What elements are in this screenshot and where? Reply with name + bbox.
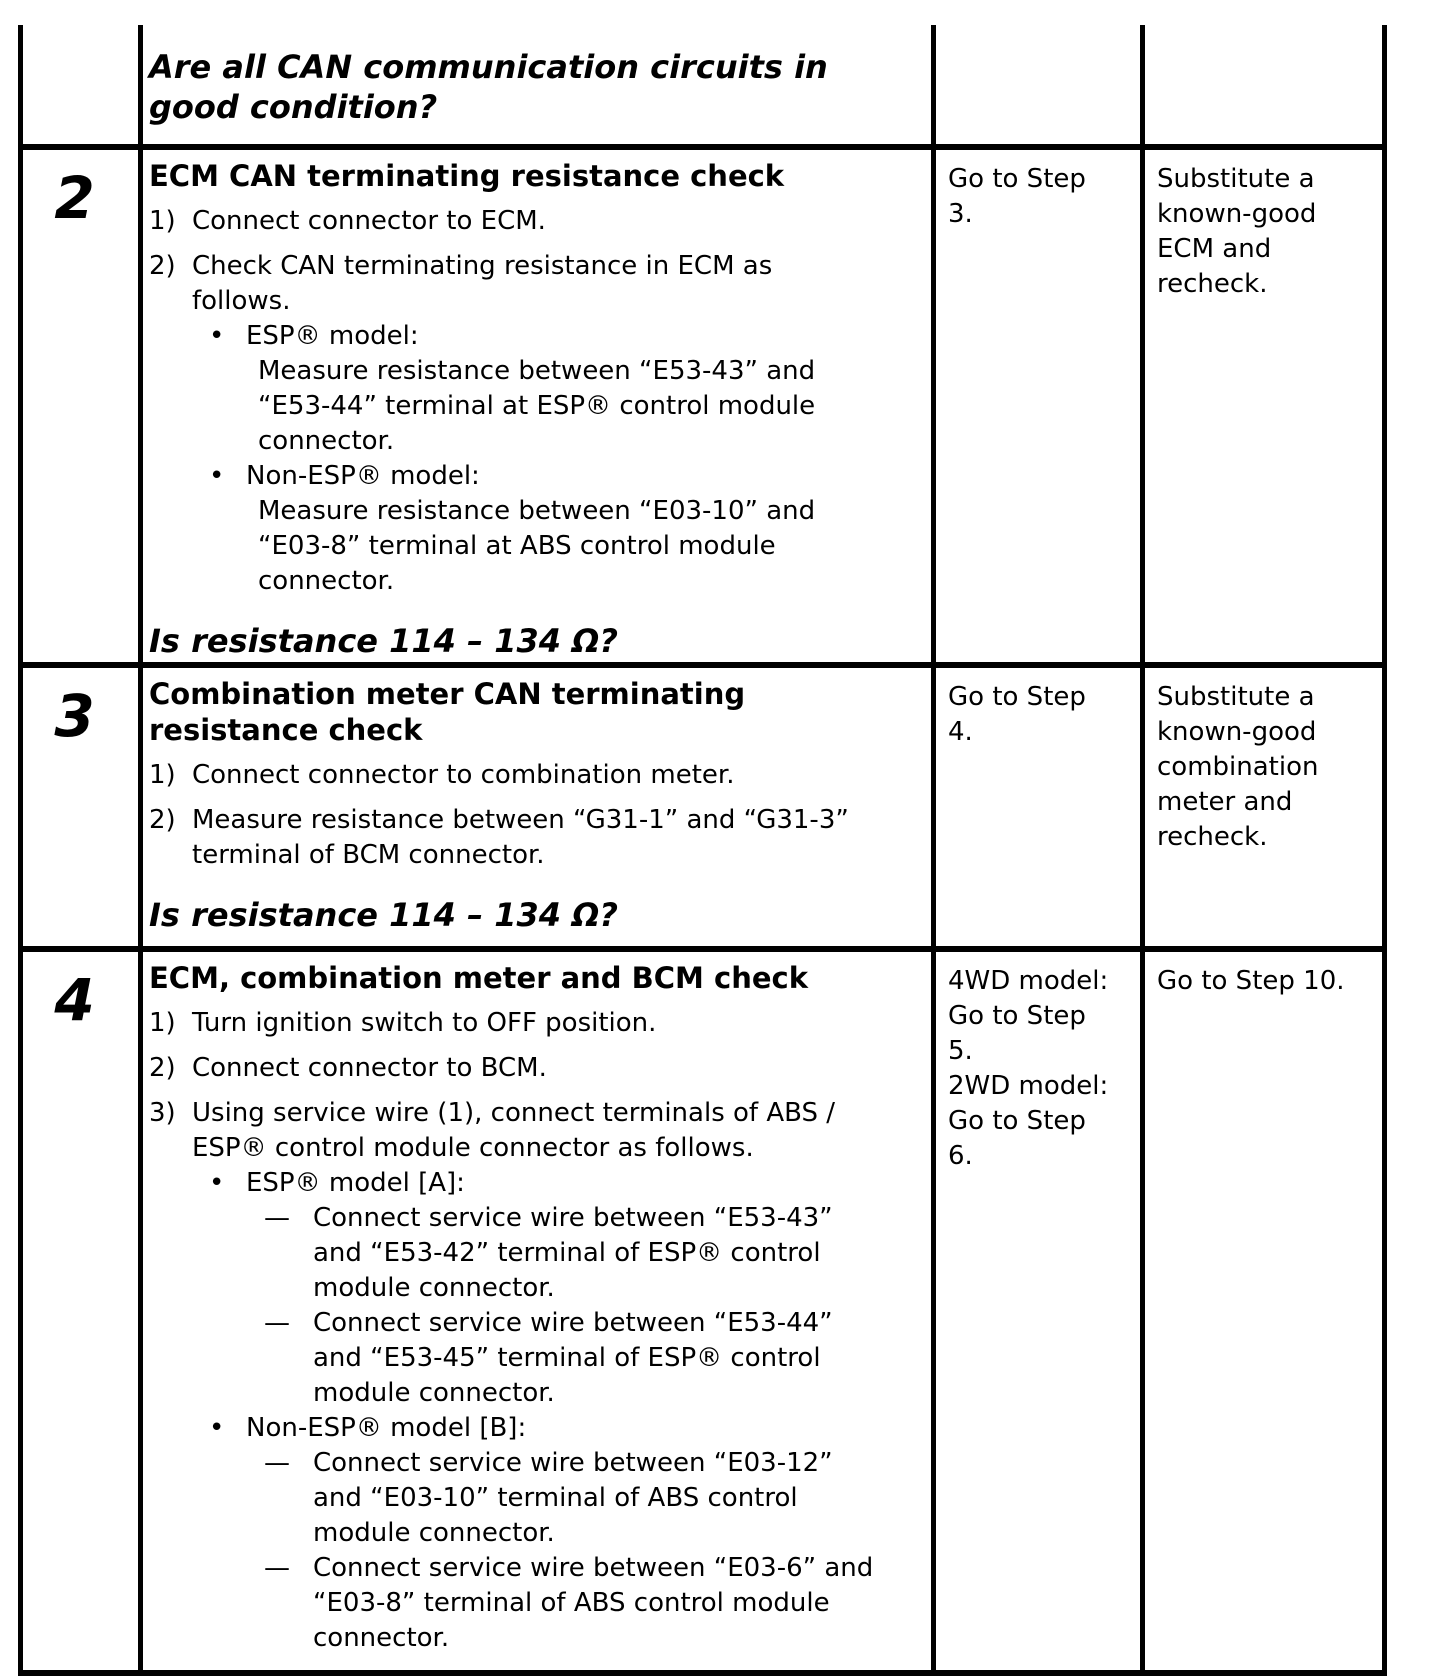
- no-line: recheck.: [1157, 822, 1268, 852]
- action-line: “E03-8” terminal of ABS control module: [313, 1588, 830, 1618]
- list-marker: 3): [149, 1098, 176, 1128]
- action-line: Connect service wire between “E03-6” and: [313, 1553, 874, 1583]
- yes-line: Go to Step: [948, 1106, 1086, 1136]
- action-line: follows.: [192, 286, 291, 316]
- bullet-marker: •: [209, 461, 225, 491]
- action-cell: [143, 952, 936, 1670]
- no-cell: [1145, 952, 1387, 1670]
- yes-cell: [936, 952, 1145, 1670]
- bullet-label: ESP® model:: [246, 321, 419, 351]
- action-line: Measure resistance between “G31-1” and “G31-3”: [192, 805, 849, 835]
- list-marker: 2): [149, 805, 176, 835]
- action-line: and “E53-45” terminal of ESP® control: [313, 1343, 821, 1373]
- yes-line: 4WD model:: [948, 966, 1109, 996]
- action-title-line: ECM, combination meter and BCM check: [149, 961, 808, 995]
- decision-question: [149, 47, 931, 127]
- dash-text: [313, 1551, 873, 1656]
- dash-marker: —: [264, 1448, 290, 1478]
- no-line: known-good: [1157, 199, 1317, 229]
- bullet-label: Non-ESP® model:: [246, 461, 480, 491]
- dash-item: [264, 1306, 833, 1411]
- question-line: good condition?: [149, 88, 438, 126]
- dash-marker: —: [264, 1203, 290, 1233]
- table-row: [18, 25, 1387, 150]
- table-row: [18, 150, 1387, 668]
- list-marker: 1): [149, 206, 176, 236]
- dash-item: [264, 1201, 833, 1306]
- action-step: [149, 1096, 931, 1166]
- action-line: connector.: [313, 1623, 450, 1653]
- action-step-text: [192, 758, 734, 793]
- action-line: and “E03-10” terminal of ABS control: [313, 1483, 798, 1513]
- action-title-line: ECM CAN terminating resistance check: [149, 159, 785, 193]
- table-row: [18, 952, 1387, 1676]
- yes-line: Go to Step: [948, 1001, 1086, 1031]
- yes-line: 5.: [948, 1036, 973, 1066]
- action-line: Using service wire (1), connect terminals of ABS /: [192, 1098, 836, 1128]
- action-line: connector.: [258, 566, 395, 596]
- bullet-text: [246, 1411, 873, 1656]
- action-step-text: [192, 249, 772, 319]
- bullet-item: [149, 1411, 931, 1656]
- action-line: Connect service wire between “E53-44”: [313, 1308, 833, 1338]
- action-line: Connect connector to ECM.: [192, 206, 546, 236]
- no-line: recheck.: [1157, 269, 1268, 299]
- question-line: Is resistance 114 – 134 Ω?: [149, 622, 618, 660]
- no-line: ECM and: [1157, 234, 1272, 264]
- action-step: [149, 1051, 931, 1086]
- no-line: Substitute a: [1157, 164, 1315, 194]
- step-cell: [18, 25, 143, 144]
- step-cell: [18, 952, 143, 1670]
- step-number: 4: [54, 966, 95, 1034]
- action-step-text: [192, 803, 849, 873]
- action-line: Measure resistance between “E53-43” and: [258, 356, 816, 386]
- dash-text: [313, 1201, 833, 1306]
- no-line: Substitute a: [1157, 682, 1315, 712]
- action-line: module connector.: [313, 1518, 555, 1548]
- action-line: Connect service wire between “E03-12”: [313, 1448, 833, 1478]
- step-cell: [18, 668, 143, 946]
- action-line: Connect connector to BCM.: [192, 1053, 547, 1083]
- action-step-text: [192, 204, 546, 239]
- step-number: 2: [54, 164, 95, 232]
- action-line: and “E53-42” terminal of ESP® control: [313, 1238, 821, 1268]
- action-step-text: [192, 1096, 835, 1166]
- dash-item: [264, 1446, 873, 1551]
- list-marker: 2): [149, 251, 176, 281]
- question-line: Is resistance 114 – 134 Ω?: [149, 896, 618, 934]
- step-cell: [18, 150, 143, 662]
- yes-line: 2WD model:: [948, 1071, 1109, 1101]
- no-cell: [1145, 150, 1387, 662]
- action-line: ESP® control module connector as follows.: [192, 1133, 754, 1163]
- bullet-label: Non-ESP® model [B]:: [246, 1413, 527, 1443]
- bullet-label: ESP® model [A]:: [246, 1168, 465, 1198]
- yes-line: 4.: [948, 717, 973, 747]
- dash-marker: —: [264, 1553, 290, 1583]
- table-row: [18, 668, 1387, 952]
- action-line: “E03-8” terminal at ABS control module: [258, 531, 776, 561]
- list-marker: 2): [149, 1053, 176, 1083]
- no-line: combination: [1157, 752, 1319, 782]
- step-number: 3: [54, 682, 95, 750]
- action-line: “E53-44” terminal at ESP® control module: [258, 391, 816, 421]
- action-line: terminal of BCM connector.: [192, 840, 545, 870]
- dash-item: [264, 1551, 873, 1656]
- yes-cell: [936, 150, 1145, 662]
- list-marker: 1): [149, 1008, 176, 1038]
- action-cell: [143, 25, 936, 144]
- action-title: [149, 158, 931, 194]
- action-line: Turn ignition switch to OFF position.: [192, 1008, 657, 1038]
- decision-question: [149, 895, 931, 935]
- action-step: [149, 249, 931, 319]
- yes-cell: [936, 668, 1145, 946]
- dash-text: [313, 1306, 833, 1411]
- no-cell: [1145, 668, 1387, 946]
- no-line: meter and: [1157, 787, 1293, 817]
- action-line: connector.: [258, 426, 395, 456]
- yes-cell: [936, 25, 1145, 144]
- decision-question: [149, 621, 931, 661]
- diagnostic-table: [18, 25, 1387, 1676]
- action-step-text: [192, 1006, 656, 1041]
- no-cell: [1145, 25, 1387, 144]
- bullet-text: [246, 1166, 833, 1411]
- action-line: module connector.: [313, 1273, 555, 1303]
- action-step-text: [192, 1051, 547, 1086]
- action-line: Check CAN terminating resistance in ECM as: [192, 251, 773, 281]
- bullet-text: [246, 319, 815, 459]
- action-title-line: resistance check: [149, 713, 423, 747]
- action-line: Connect connector to combination meter.: [192, 760, 735, 790]
- dash-text: [313, 1446, 833, 1551]
- action-step: [149, 758, 931, 793]
- action-line: Measure resistance between “E03-10” and: [258, 496, 816, 526]
- list-marker: 1): [149, 760, 176, 790]
- action-step: [149, 204, 931, 239]
- no-line: Go to Step 10.: [1157, 966, 1345, 996]
- yes-line: 6.: [948, 1141, 973, 1171]
- action-title: [149, 676, 931, 748]
- bullet-marker: •: [209, 1168, 225, 1198]
- bullet-marker: •: [209, 321, 225, 351]
- question-line: Are all CAN communication circuits in: [149, 48, 828, 86]
- action-cell: [143, 150, 936, 662]
- bullet-item: [149, 1166, 931, 1411]
- no-line: known-good: [1157, 717, 1317, 747]
- bullet-item: [149, 319, 931, 459]
- dash-marker: —: [264, 1308, 290, 1338]
- bullet-marker: •: [209, 1413, 225, 1443]
- bullet-text: [246, 459, 815, 599]
- yes-line: 3.: [948, 199, 973, 229]
- action-cell: [143, 668, 936, 946]
- action-step: [149, 1006, 931, 1041]
- action-line: module connector.: [313, 1378, 555, 1408]
- action-title-line: Combination meter CAN terminating: [149, 677, 746, 711]
- bullet-item: [149, 459, 931, 599]
- yes-line: Go to Step: [948, 164, 1086, 194]
- yes-line: Go to Step: [948, 682, 1086, 712]
- action-step: [149, 803, 931, 873]
- action-line: Connect service wire between “E53-43”: [313, 1203, 833, 1233]
- action-title: [149, 960, 931, 996]
